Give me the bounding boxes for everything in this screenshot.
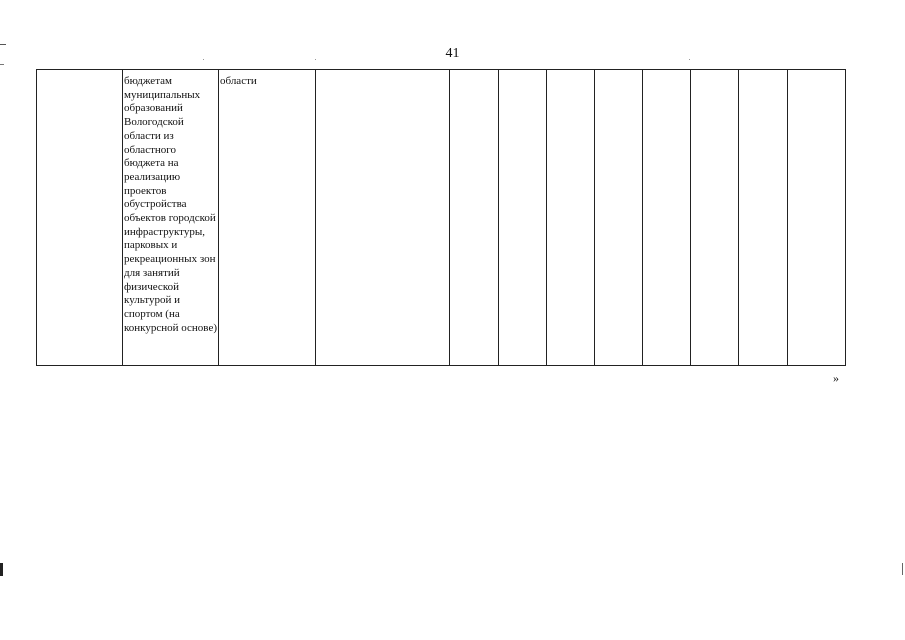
scan-artifact [0, 563, 3, 576]
cell-text [499, 70, 546, 75]
cell-text-name: бюджетам муниципальных образований Вологодской области из областного бюджета на реализацию проектов обустройства объектов городской инфраструктуры, парковых и рекреационных зон для занятий физической культурой и спортом (на конкурсной основе) [124, 75, 217, 334]
cell-text [37, 70, 122, 75]
cell-text [739, 70, 787, 75]
scan-artifact [0, 64, 4, 65]
cell-text [691, 70, 738, 75]
closing-quote: » [833, 371, 839, 385]
table-cell-12 [788, 70, 846, 366]
cell-text [547, 70, 594, 75]
scan-artifact [0, 44, 6, 45]
page-number: 41 [445, 46, 460, 61]
table-cell-6 [499, 70, 547, 366]
cell-text [788, 70, 845, 75]
scan-artifact [689, 59, 690, 60]
table-cell-source [219, 70, 316, 366]
table-cell-8 [595, 70, 643, 366]
scan-artifact [902, 563, 903, 575]
cell-text [643, 70, 690, 75]
table-cell-5 [450, 70, 499, 366]
cell-text-source: области [220, 75, 257, 87]
table-cell-11 [739, 70, 788, 366]
table-cell-10 [691, 70, 739, 366]
table-cell-7 [547, 70, 595, 366]
table-row [37, 70, 846, 366]
cell-text [316, 70, 449, 75]
cell-text [450, 70, 498, 75]
scan-artifact [315, 59, 316, 60]
scan-artifact [203, 59, 204, 60]
table-cell-name [123, 70, 219, 366]
table-cell-1 [37, 70, 123, 366]
document-table [36, 69, 846, 366]
cell-text [595, 70, 642, 75]
table-cell-9 [643, 70, 691, 366]
table-cell-4 [316, 70, 450, 366]
